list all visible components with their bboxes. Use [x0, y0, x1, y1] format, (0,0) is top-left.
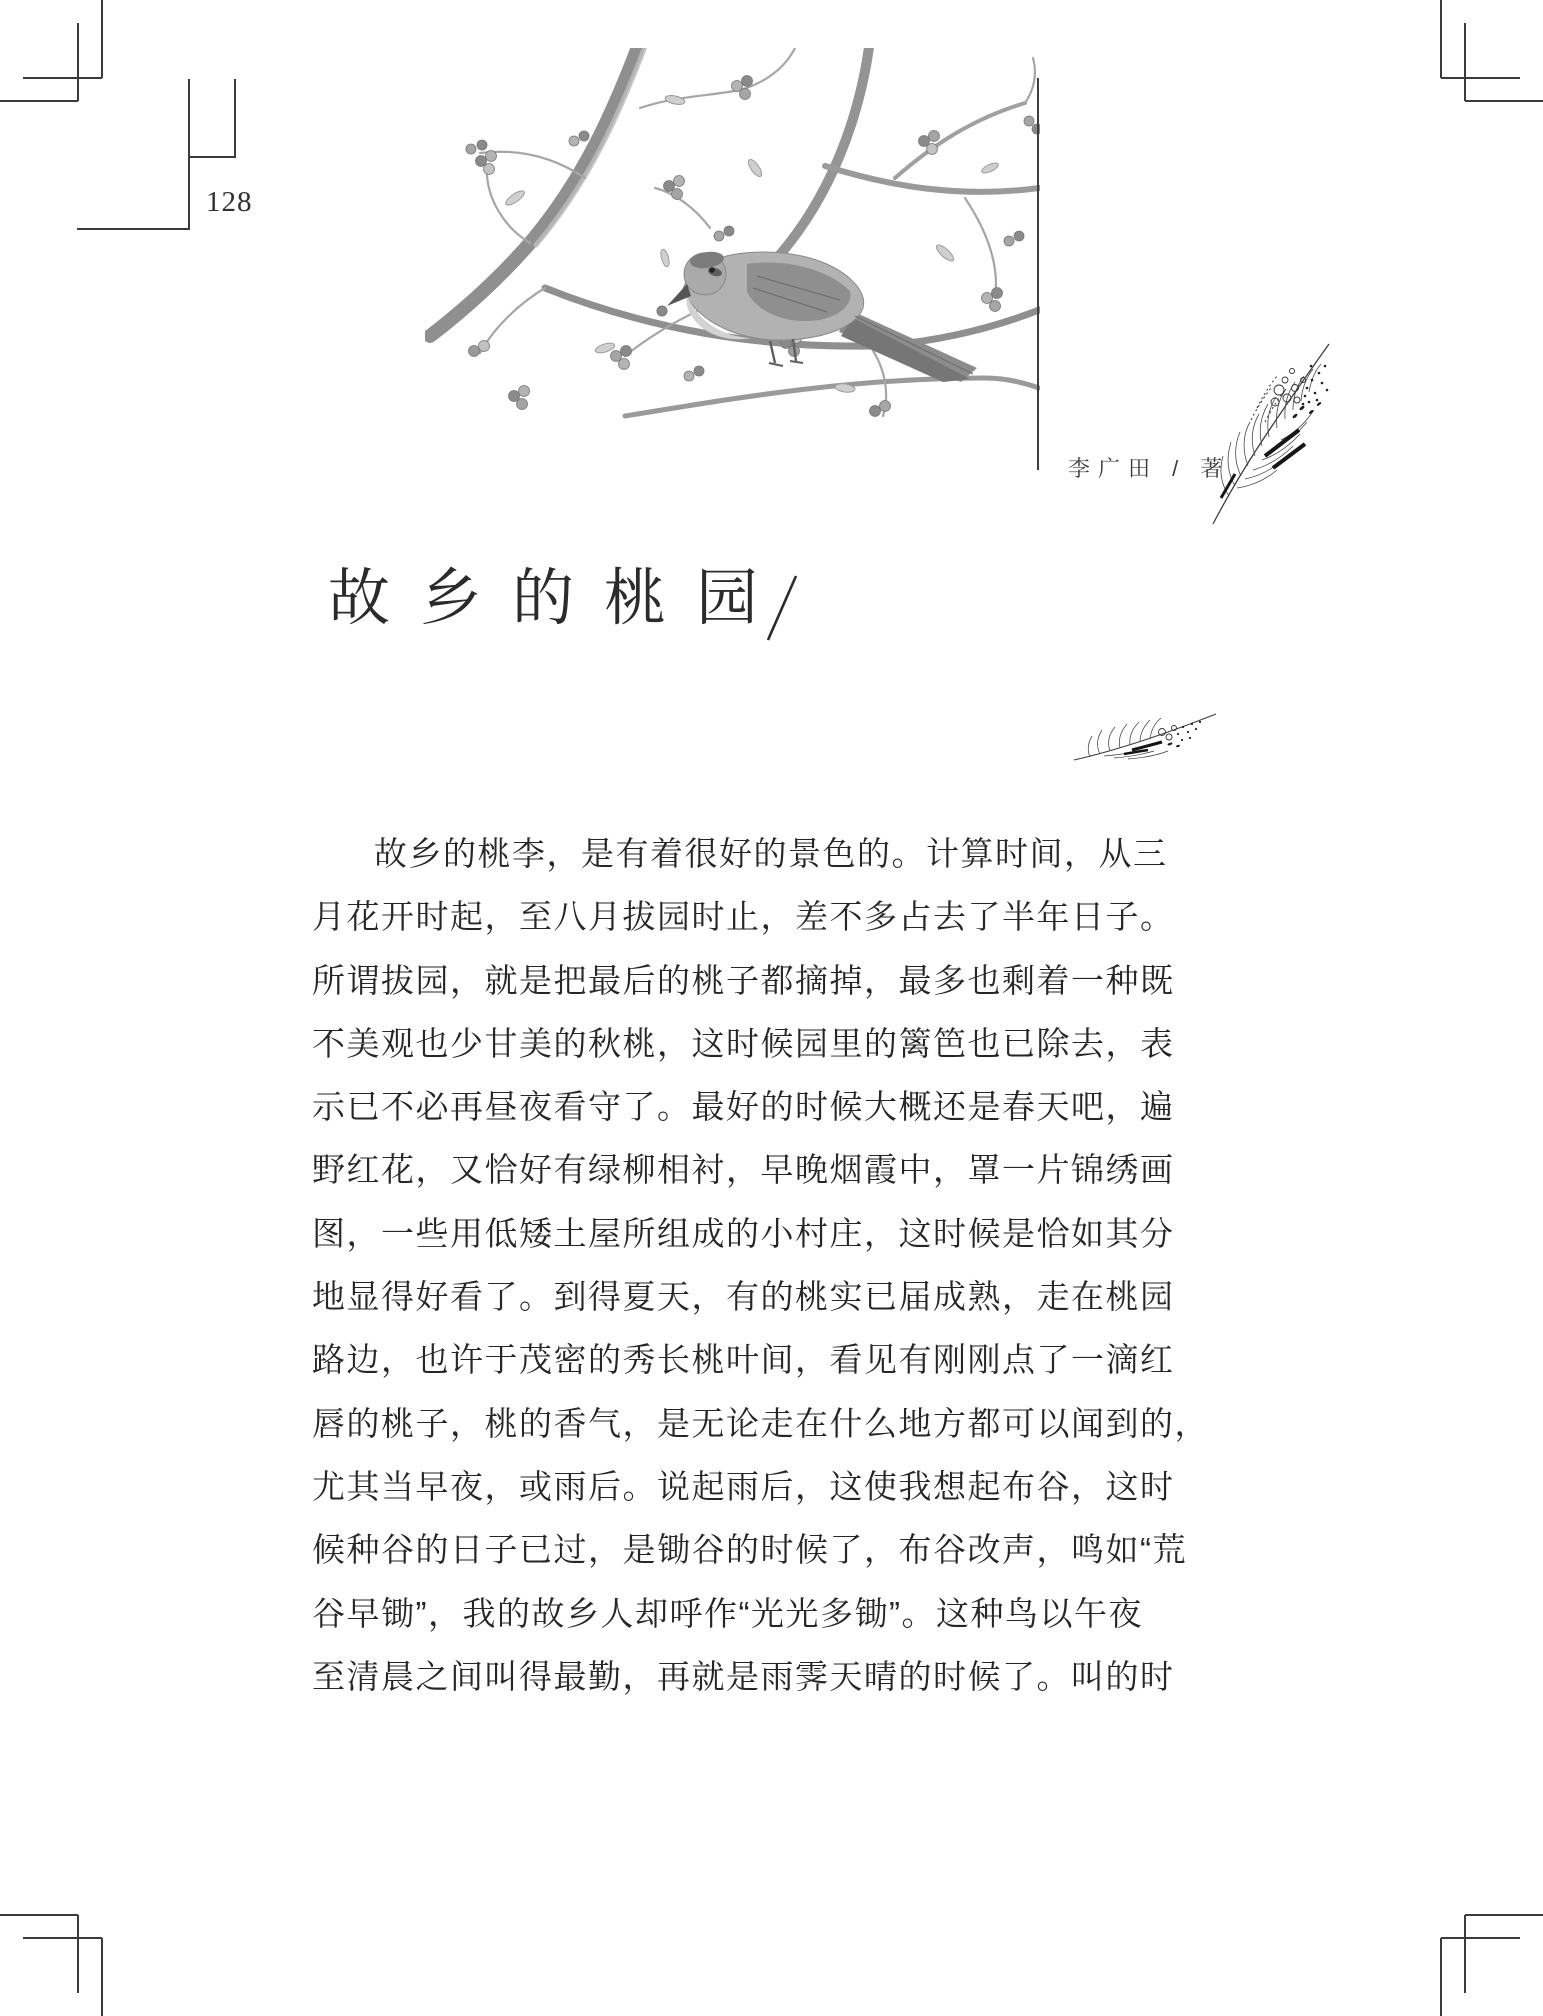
body-line: 所谓拔园，就是把最后的桃子都摘掉，最多也剩着一种既	[312, 961, 1175, 999]
feather-icon-small	[1070, 708, 1220, 766]
body-line: 示已不必再昼夜看守了。最好的时候大概还是春天吧，遍	[312, 1088, 1175, 1126]
page-title: 故乡的桃园	[328, 564, 789, 633]
title-slash-icon	[758, 572, 802, 644]
feather-icon-large	[1206, 338, 1338, 528]
body-line: 地显得好看了。到得夏天，有的桃实已届成熟，走在桃园	[312, 1278, 1175, 1316]
author-byline: 李广田 / 著	[1068, 456, 1231, 481]
body-line: 故乡的桃李，是有着很好的景色的。计算时间，从三	[374, 835, 1168, 872]
body-line: 野红花，又恰好有绿柳相衬，早晚烟霞中，罩一片锦绣画	[312, 1151, 1175, 1189]
body-line: 月花开时起，至八月拔园时止，差不多占去了半年日子。	[312, 898, 1175, 936]
divider-rule	[1037, 78, 1039, 470]
body-line: 路边，也许于茂密的秀长桃叶间，看见有刚刚点了一滴红	[312, 1341, 1175, 1379]
page-number: 128	[206, 186, 253, 218]
body-line: 尤其当早夜，或雨后。说起雨后，这使我想起布谷，这时	[312, 1467, 1175, 1505]
body-line: 谷早锄”，我的故乡人却呼作“光光多锄”。这种鸟以午夜	[312, 1594, 1143, 1632]
body-line: 候种谷的日子已过，是锄谷的时候了，布谷改声，鸣如“荒	[312, 1531, 1187, 1569]
body-line: 唇的桃子，桃的香气，是无论走在什么地方都可以闻到的，	[312, 1404, 1209, 1442]
body-text	[312, 822, 1212, 1708]
body-line: 至清晨之间叫得最勤，再就是雨霁天晴的时候了。叫的时	[312, 1657, 1175, 1695]
bird-illustration	[425, 48, 1040, 420]
body-line: 图，一些用低矮土屋所组成的小村庄，这时候是恰如其分	[312, 1214, 1175, 1252]
bird	[657, 250, 977, 382]
body-line: 不美观也少甘美的秋桃，这时候园里的篱笆也已除去，表	[312, 1024, 1175, 1062]
